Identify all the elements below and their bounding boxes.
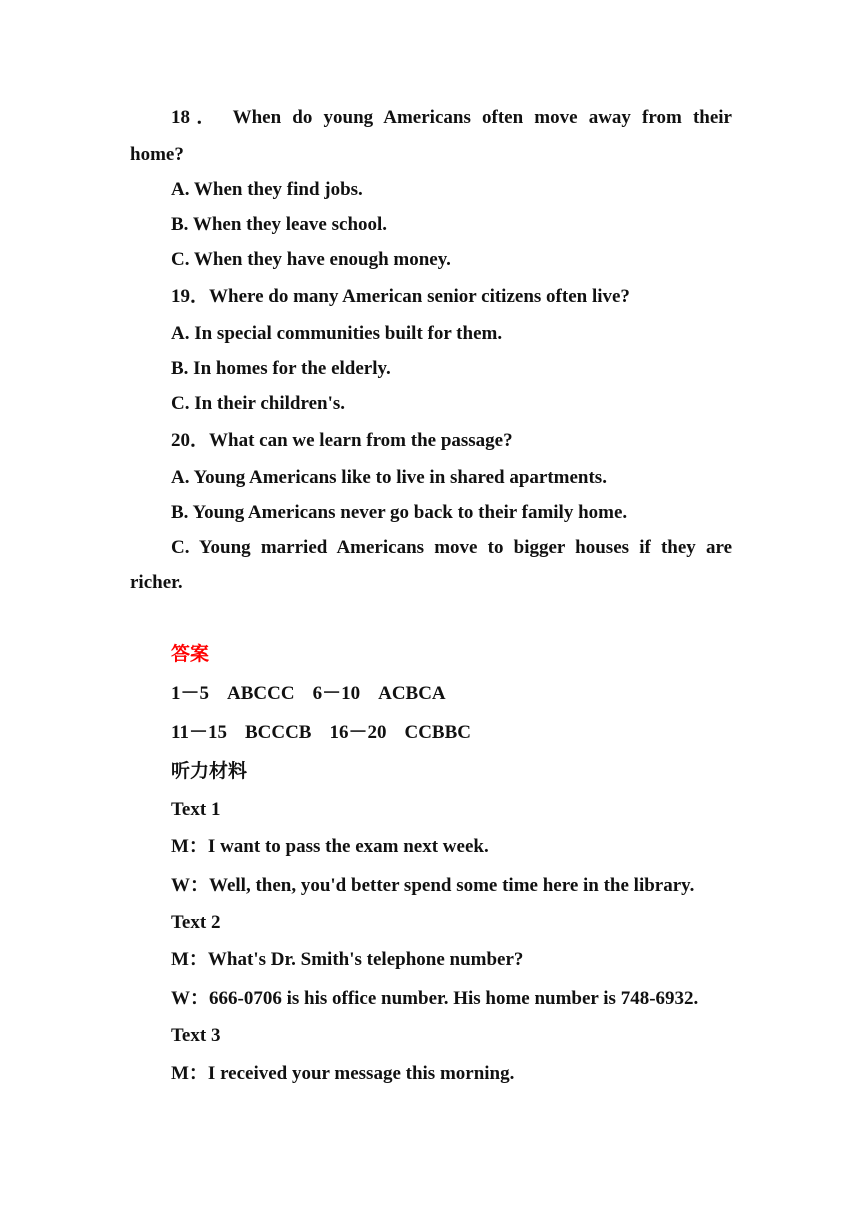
answer-range: 1－5 <box>171 683 210 704</box>
transcript-heading: 听力材料 <box>171 761 248 782</box>
transcript-line: Text 3 <box>171 1025 221 1046</box>
question-18-stem-continued: home? <box>130 144 184 165</box>
transcript-line: M：I received your message this morning. <box>171 1063 515 1084</box>
answer-range: 16－20 <box>329 722 387 743</box>
question-18-stem: 18． When do young Americans often move away from their <box>171 107 732 128</box>
question-19-option-a: A. In special communities built for them. <box>171 323 503 344</box>
answer-key: ABCCC <box>227 683 295 704</box>
question-20-option-c-continued: richer. <box>130 572 183 593</box>
answers-row-2 <box>171 721 471 745</box>
question-18-option-c: C. When they have enough money. <box>171 249 451 270</box>
question-20-option-c: C. Young married Americans move to bigger houses if they are <box>171 537 732 558</box>
transcript-line: W：Well, then, you'd better spend some time here in the library. <box>171 875 695 896</box>
answer-key: ACBCA <box>378 683 446 704</box>
question-20-option-a: A. Young Americans like to live in shared apartments. <box>171 467 607 488</box>
question-18-option-b: B. When they leave school. <box>171 214 388 235</box>
question-19-option-c: C. In their children's. <box>171 393 346 414</box>
transcript-line: M：I want to pass the exam next week. <box>171 836 489 857</box>
question-20-stem: 20．What can we learn from the passage? <box>171 430 513 451</box>
transcript-line: M：What's Dr. Smith's telephone number? <box>171 949 524 970</box>
question-18-option-a: A. When they find jobs. <box>171 179 363 200</box>
answer-key: CCBBC <box>404 722 471 743</box>
answers-row-1 <box>171 682 446 706</box>
question-19-option-b: B. In homes for the elderly. <box>171 358 391 379</box>
transcript-line: W：666-0706 is his office number. His home number is 748-6932. <box>171 988 699 1009</box>
question-19-stem: 19．Where do many American senior citizens often live? <box>171 286 630 307</box>
answer-range: 11－15 <box>171 722 227 743</box>
answers-heading: 答案 <box>171 644 210 665</box>
transcript-line: Text 1 <box>171 799 221 820</box>
answer-key: BCCCB <box>244 722 312 743</box>
answer-range: 6－10 <box>312 683 361 704</box>
question-20-option-b: B. Young Americans never go back to their family home. <box>171 502 628 523</box>
transcript-line: Text 2 <box>171 912 221 933</box>
